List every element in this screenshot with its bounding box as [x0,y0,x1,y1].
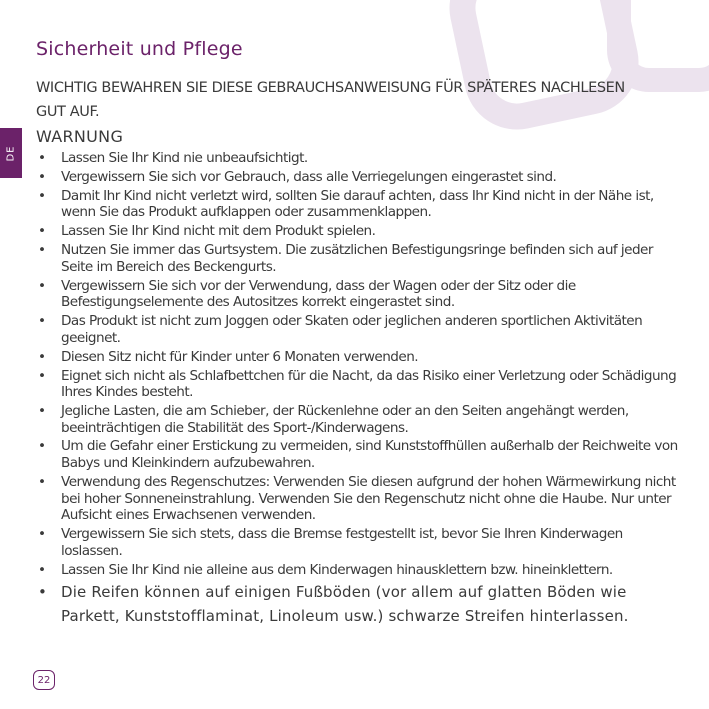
warning-item-text: Die Reifen können auf einigen Fußböden (vor allem auf glatten Böden wie Parkett, Kunststofflaminat, Linoleum usw.) schwarze Streifen hinterlassen. [61,583,629,626]
bullet-icon: • [38,348,46,365]
page-title: Sicherheit und Pflege [36,38,243,60]
warning-item-text: Lassen Sie Ihr Kind nie alleine aus dem Kinderwagen hinausklettern bzw. hineinklettern. [61,561,613,578]
warning-item [36,278,686,311]
bullet-icon: • [38,367,46,384]
bullet-icon: • [38,242,46,259]
bullet-icon: • [38,187,46,204]
warning-item-text: Vergewissern Sie sich vor der Verwendung, dass der Wagen oder der Sitz oder die Befestigungselemente des Autositzes korrekt eingerastet sind. [61,277,576,311]
warning-item [36,438,686,471]
warning-item-text: Nutzen Sie immer das Gurtsystem. Die zusätzlichen Befestigungsringe befinden sich auf jeder Seite im Bereich des Beckengurts. [61,242,653,275]
warning-item-text: Vergewissern Sie sich vor Gebrauch, dass alle Verriegelungen eingerastet sind. [61,168,557,185]
bullet-icon: • [38,277,46,294]
warning-item-text: Das Produkt ist nicht zum Joggen oder Skaten oder jeglichen anderen sportlichen Aktivitäten geeignet. [61,313,643,346]
warning-item [36,368,686,401]
warning-item [36,188,686,221]
warning-heading: WARNUNG [36,127,124,146]
bullet-icon: • [38,526,46,543]
bullet-icon: • [38,150,46,166]
warning-item-text: Eignet sich nicht als Schlafbettchen für die Nacht, da das Risiko einer Verletzung oder Schädigung Ihres Kindes besteht. [61,367,677,401]
warning-item-text: Lassen Sie Ihr Kind nicht mit dem Produkt spielen. [61,223,376,240]
bullet-icon: • [38,168,46,185]
warning-item [36,150,686,167]
bullet-icon: • [38,583,47,602]
warning-item [36,242,686,275]
warning-item-text: Lassen Sie Ihr Kind nie unbeaufsichtigt. [61,150,308,166]
bullet-icon: • [38,313,46,330]
warning-item [36,313,686,346]
language-tab-label: DE [5,144,17,162]
bullet-icon: • [38,438,46,455]
bullet-icon: • [38,402,46,419]
bullet-icon: • [38,561,46,578]
bullet-icon: • [38,473,46,490]
warning-item [36,526,686,559]
warning-item-text: Diesen Sitz nicht für Kinder unter 6 Monaten verwenden. [61,348,419,365]
intro-notice: WICHTIG BEWAHREN SIE DIESE GEBRAUCHSANWEISUNG FÜR SPÄTERES NACHLESEN GUT AUF. [36,80,625,120]
warning-item [36,169,686,186]
warning-item [36,349,686,366]
warning-item [36,223,686,240]
page-number: 22 [33,670,55,690]
warning-item-text: Vergewissern Sie sich stets, dass die Bremse festgestellt ist, bevor Sie Ihren Kinderwagen loslassen. [61,526,623,559]
warning-item [36,403,686,436]
warning-item-text: Damit Ihr Kind nicht verletzt wird, sollten Sie darauf achten, dass Ihr Kind nicht in der Nähe ist, wenn Sie das Produkt aufklappen oder zusammenklappen. [61,187,654,221]
warning-item [36,474,686,524]
warning-list [36,150,686,631]
bullet-icon: • [38,223,46,240]
warning-item [36,580,686,628]
warning-item-text: Jegliche Lasten, die am Schieber, der Rückenlehne oder an den Seiten angehängt werden, beeinträchtigen die Stabilität des Sport-/Kinderwagens. [61,402,629,436]
warning-item [36,562,686,579]
language-tab [0,128,22,178]
warning-item-text: Um die Gefahr einer Erstickung zu vermeiden, sind Kunststoffhüllen außerhalb der Reichweite von Babys und Kleinkindern aufzubewahren. [61,438,678,472]
warning-item-text: Verwendung des Regenschutzes: Verwenden Sie diesen aufgrund der hohen Wärmewirkung nicht bei hoher Sonneneinstrahlung. Verwenden Sie den Regenschutz nicht ohne die Haube. Nur unter Aufsicht eines Erwachsenen verwenden. [61,473,676,524]
